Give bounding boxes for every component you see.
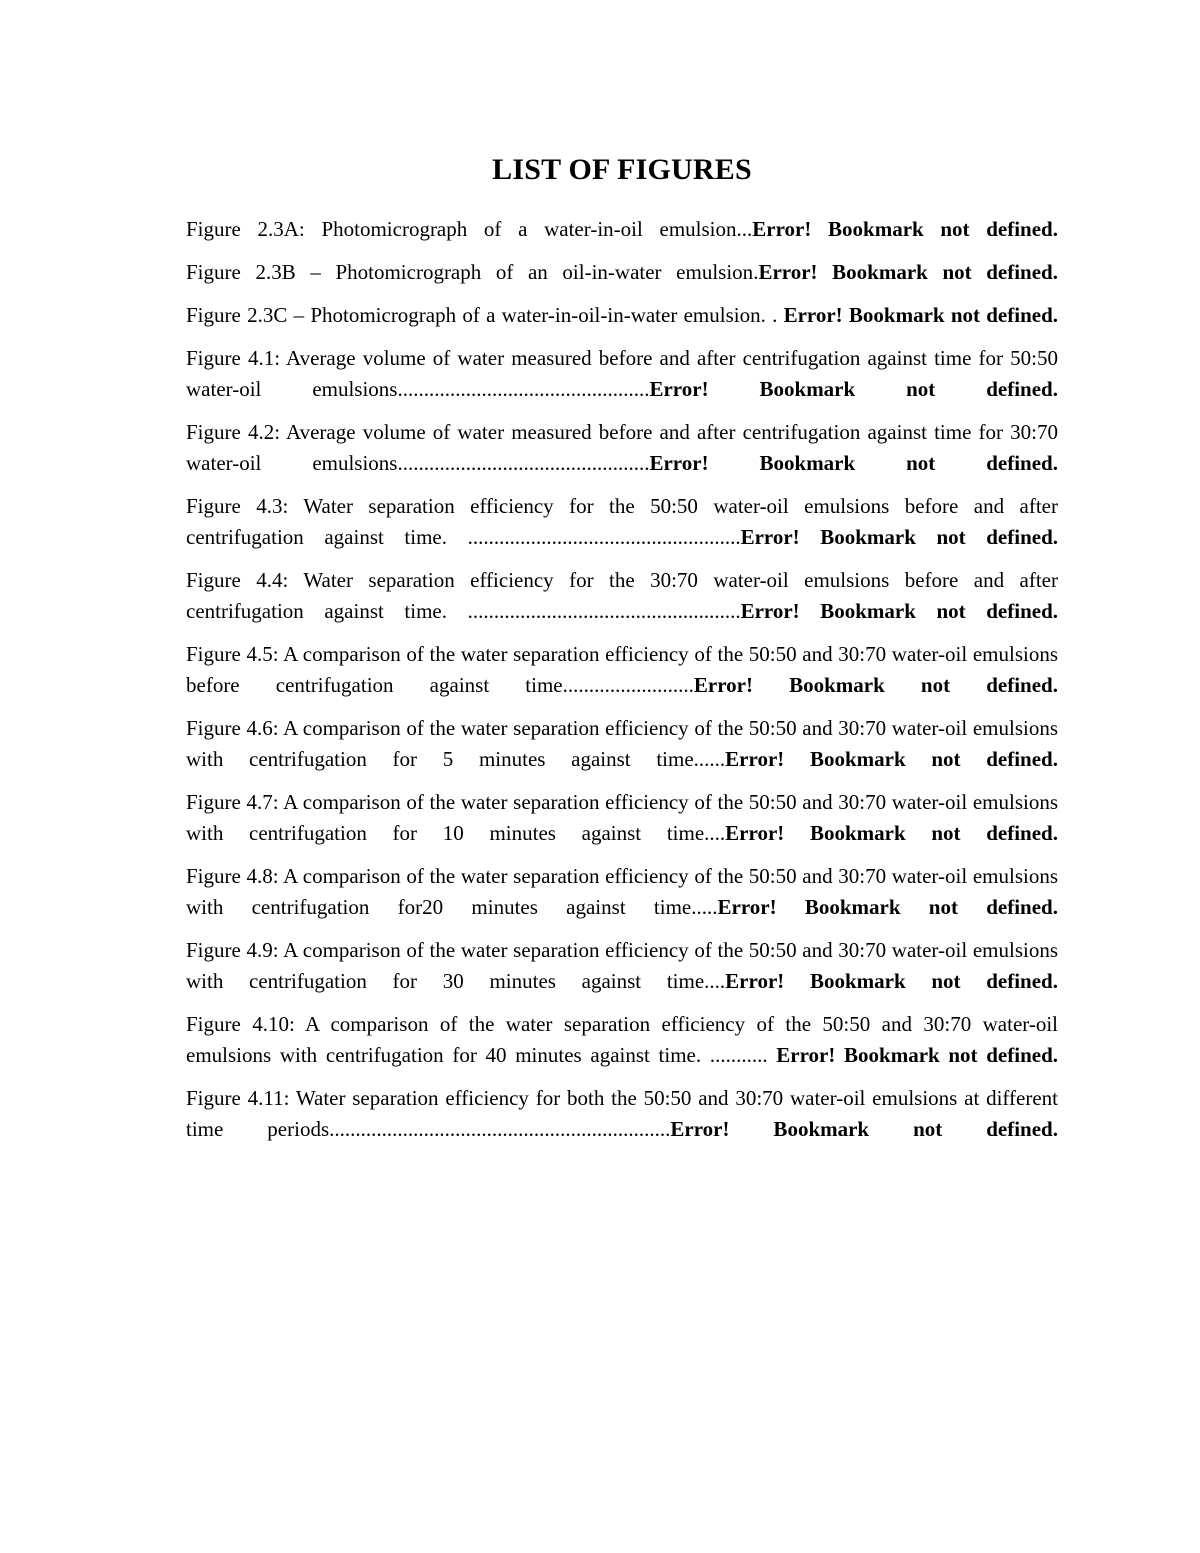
entry-caption: Figure 4.6: A comparison of the water separation efficiency of the 50:50 and 30:70 water-oil emulsions with centrifugation for 5 minutes against time: [186, 716, 1058, 771]
list-item[interactable]: [186, 787, 1058, 849]
entry-leader: ....: [704, 969, 726, 993]
entry-leader: ...............................................: [402, 451, 650, 475]
entry-caption: Figure 4.5: A comparison of the water separation efficiency of the 50:50 and 30:70 water-oil emulsions before centrifugation against time: [186, 642, 1058, 697]
document-page: [186, 150, 1058, 1157]
entry-caption: Figure 2.3C – Photomicrograph of a water-in-oil-in-water emulsion: [186, 303, 761, 327]
list-item[interactable]: [186, 565, 1058, 627]
entry-caption: Figure 4.4: Water separation efficiency for the 30:70 water-oil emulsions before and after centrifugation against time.: [186, 568, 1058, 623]
list-item[interactable]: [186, 417, 1058, 479]
entry-caption: Figure 4.11: Water separation efficiency for both the 50:50 and 30:70 water-oil emulsions at different time periods: [186, 1086, 1058, 1141]
list-item[interactable]: [186, 300, 1058, 331]
entry-caption: Figure 2.3B – Photomicrograph of an oil-in-water emulsion: [186, 260, 754, 284]
entry-leader: ....................................................: [467, 525, 741, 549]
entry-error: Error! Bookmark not defined.: [776, 1043, 1058, 1067]
list-item[interactable]: [186, 343, 1058, 405]
entry-error: Error! Bookmark not defined.: [725, 821, 1058, 845]
entry-error: Error! Bookmark not defined.: [783, 303, 1059, 327]
entry-leader: .................................................................: [329, 1117, 671, 1141]
list-item[interactable]: [186, 257, 1058, 288]
entry-leader: ....: [704, 821, 726, 845]
entry-error: Error! Bookmark not defined.: [758, 260, 1058, 284]
list-item[interactable]: [186, 1009, 1058, 1071]
entry-leader: ....................................................: [467, 599, 741, 623]
entry-caption: Figure 4.10: A comparison of the water separation efficiency of the 50:50 and 30:70 water-oil emulsions with centrifugation for 40 minutes against time.: [186, 1012, 1058, 1067]
entry-caption: Figure 2.3A: Photomicrograph of a water-in-oil emulsion: [186, 217, 737, 241]
list-item[interactable]: [186, 491, 1058, 553]
entry-caption: Figure 4.9: A comparison of the water separation efficiency of the 50:50 and 30:70 water-oil emulsions with centrifugation for 30 minutes against time: [186, 938, 1058, 993]
entry-leader: ...: [736, 217, 753, 241]
list-item[interactable]: [186, 713, 1058, 775]
list-item[interactable]: [186, 214, 1058, 245]
figure-list: [186, 214, 1058, 1145]
entry-leader: .: [753, 260, 759, 284]
entry-caption: Figure 4.8: A comparison of the water separation efficiency of the 50:50 and 30:70 water-oil emulsions with centrifugation for20 minutes against time: [186, 864, 1058, 919]
entry-error: Error! Bookmark not defined.: [725, 747, 1058, 771]
entry-leader: ...........: [709, 1043, 768, 1067]
list-item[interactable]: [186, 935, 1058, 997]
entry-error: Error! Bookmark not defined.: [717, 895, 1058, 919]
entry-error: Error! Bookmark not defined.: [740, 599, 1058, 623]
entry-leader: .........................: [562, 673, 694, 697]
entry-leader: ......: [693, 747, 726, 771]
list-item[interactable]: [186, 639, 1058, 701]
entry-caption: Figure 4.3: Water separation efficiency for the 50:50 water-oil emulsions before and after centrifugation against time.: [186, 494, 1058, 549]
list-item[interactable]: [186, 1083, 1058, 1145]
entry-error: Error! Bookmark not defined.: [740, 525, 1058, 549]
entry-leader: .....: [691, 895, 718, 919]
page-title: LIST OF FIGURES: [492, 153, 752, 186]
entry-error: Error! Bookmark not defined.: [649, 377, 1058, 401]
entry-error: Error! Bookmark not defined.: [649, 451, 1058, 475]
entry-error: Error! Bookmark not defined.: [693, 673, 1058, 697]
list-item[interactable]: [186, 861, 1058, 923]
entry-error: Error! Bookmark not defined.: [752, 217, 1058, 241]
entry-caption: Figure 4.2: Average volume of water measured before and after centrifugation against time for 30:70 water-oil emulsions.: [186, 420, 1058, 475]
entry-leader: ...............................................: [402, 377, 650, 401]
entry-caption: Figure 4.1: Average volume of water measured before and after centrifugation against time for 50:50 water-oil emulsions.: [186, 346, 1058, 401]
entry-caption: Figure 4.7: A comparison of the water separation efficiency of the 50:50 and 30:70 water-oil emulsions with centrifugation for 10 minutes against time: [186, 790, 1058, 845]
entry-leader: . .: [760, 303, 778, 327]
entry-error: Error! Bookmark not defined.: [725, 969, 1058, 993]
entry-error: Error! Bookmark not defined.: [670, 1117, 1058, 1141]
